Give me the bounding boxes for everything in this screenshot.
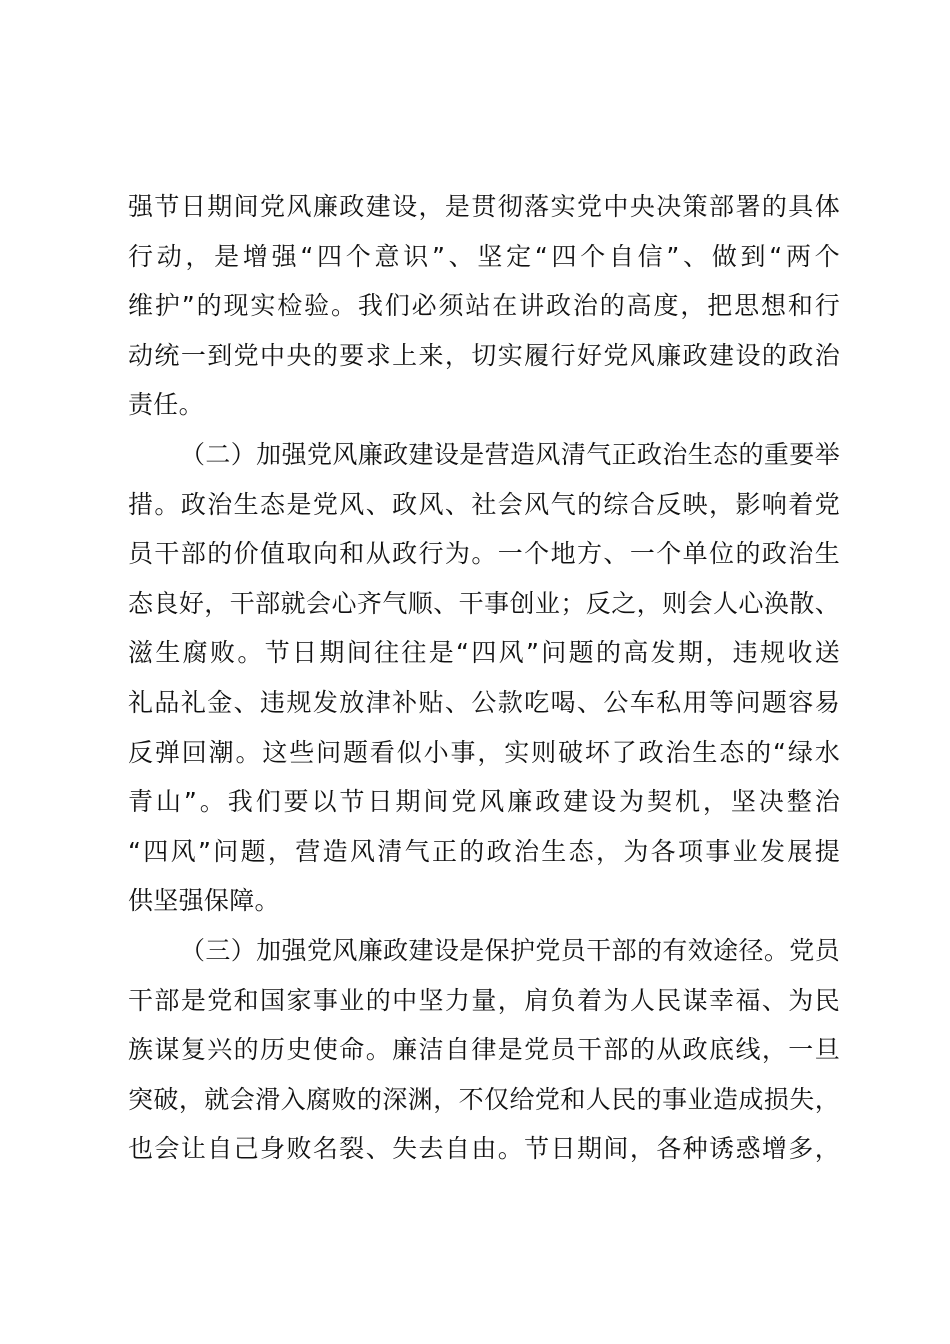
text-line: 滋生腐败。节日期间往往是“四风”问题的高发期，违规收送	[128, 638, 840, 668]
text-line: 动统一到党中央的要求上来，切实履行好党风廉政建设的政治	[128, 340, 840, 370]
text-line: 族谋复兴的历史使命。廉洁自律是党员干部的从政底线，一旦	[128, 1035, 840, 1065]
paragraph-heading-line: （二）加强党风廉政建设是营造风清气正政治生态的重要举	[180, 439, 840, 469]
text-line: 反弹回潮。这些问题看似小事，实则破坏了政治生态的“绿水	[128, 737, 840, 767]
text-line: 礼品礼金、违规发放津补贴、公款吃喝、公车私用等问题容易	[128, 687, 840, 717]
paragraph-heading-line: （三）加强党风廉政建设是保护党员干部的有效途径。党员	[180, 935, 840, 965]
text-line: 措。政治生态是党风、政风、社会风气的综合反映，影响着党	[128, 489, 840, 519]
text-line: 员干部的价值取向和从政行为。一个地方、一个单位的政治生	[128, 539, 840, 569]
text-line: 态良好，干部就会心齐气顺、干事创业；反之，则会人心涣散、	[128, 588, 840, 618]
text-line: 行动，是增强“四个意识”、坚定“四个自信”、做到“两个	[128, 241, 840, 271]
text-line: “四风”问题，营造风清气正的政治生态，为各项事业发展提	[128, 836, 840, 866]
text-line: 供坚强保障。	[128, 886, 280, 916]
text-line: 维护”的现实检验。我们必须站在讲政治的高度，把思想和行	[128, 291, 840, 321]
text-line: 强节日期间党风廉政建设，是贯彻落实党中央决策部署的具体	[128, 192, 840, 221]
text-line: 责任。	[128, 390, 204, 420]
text-line: 青山”。我们要以节日期间党风廉政建设为契机，坚决整治	[128, 787, 840, 817]
document-body	[128, 182, 840, 1174]
text-line: 干部是党和国家事业的中坚力量，肩负着为人民谋幸福、为民	[128, 985, 840, 1015]
text-line: 突破，就会滑入腐败的深渊，不仅给党和人民的事业造成损失，	[128, 1084, 840, 1114]
text-line: 也会让自己身败名裂、失去自由。节日期间，各种诱惑增多，	[128, 1134, 840, 1164]
